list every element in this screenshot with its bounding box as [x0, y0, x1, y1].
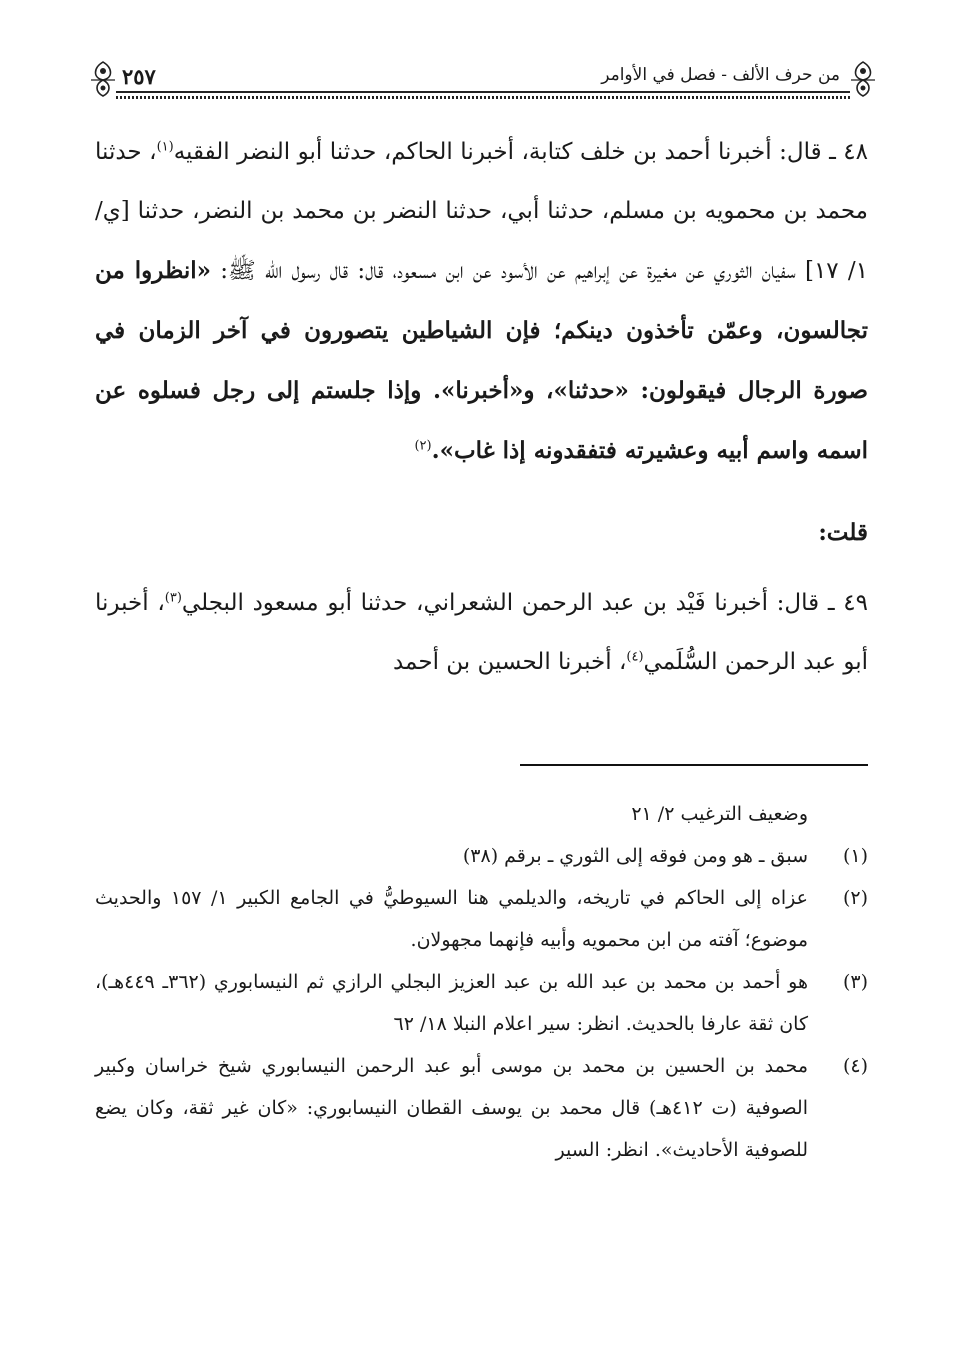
- hadith-text: «انظروا من تجالسون، وعمّن تأخذون دينكم؛ فإن الشياطين يتصورون في آخر الزمان في صورة الرجال فيقولون: «حدثنا»، و«أخبرنا». وإذا جلستم إلى رجل فسلوه عن اسمه واسم أبيه وعشيرته فتفقدونه إذا غاب».: [95, 257, 868, 464]
- footnote-text: عزاه إلى الحاكم في تاريخه، والديلمي هنا السيوطيُّ في الجامع الكبير ١/ ١٥٧ والحديث موضوع؛ آفته من ابن محمويه وأبيه فإنهما مجهولان.: [95, 887, 808, 951]
- paragraph-48-text-cont: ، حدثنا محمد بن محمويه بن مسلم، حدثنا أبي، حدثنا النضر بن محمد بن النضر، حدثنا [ي/ ١/ ١٧] سفيان الثوري عن مغيرة عن إبراهيم عن الأسود عن ابن مسعود، قال: قال رسول الله ﷺ:: [95, 139, 869, 284]
- footnote-1: [95, 835, 868, 877]
- paragraph-48-text: ٤٨ ـ قال: أخبرنا أحمد بن خلف كتابة، أخبرنا الحاكم، حدثنا أبو النضر الفقيه: [173, 139, 869, 165]
- footnote-ref-1[interactable]: (١): [156, 139, 174, 155]
- section-heading-qult: قلت:: [818, 519, 868, 546]
- running-title: من حرف الألف - فصل في الأوامر: [601, 65, 840, 85]
- footnote-number: (٣): [842, 971, 868, 993]
- footnote-ref-2[interactable]: (٢): [414, 438, 432, 454]
- running-header: [88, 58, 878, 102]
- paragraph-49: [95, 574, 868, 692]
- footnote-2: [95, 877, 868, 961]
- footnote-text: محمد بن الحسين بن محمد بن موسى أبو عبد الرحمن النيسابوري شيخ خراسان وكبير الصوفية (ت ٤١٢هـ) قال محمد بن يوسف القطان النيسابوري: «كان غير ثقة، وكان يضع للصوفية الأحاديث». انظر: السير: [95, 1055, 808, 1161]
- footnote-3: [95, 961, 868, 1045]
- page-number: ٢٥٧: [122, 64, 156, 89]
- footnote-separator: [520, 764, 868, 766]
- footnote-continuation: وضعيف الترغيب ٢/ ٢١: [631, 803, 808, 825]
- footnote-ref-3[interactable]: (٣): [164, 590, 182, 606]
- header-rule: [116, 91, 850, 100]
- footnote-number: (١): [842, 845, 868, 867]
- footnote-text: هو أحمد بن محمد بن عبد الله بن عبد العزيز البجلي الرازي ثم النيسابوري (٣٦٢ـ ٤٤٩هـ)، كان ثقة عارفا بالحديث. انظر: سير اعلام النبلا ١٨/ ٦٢: [95, 971, 808, 1035]
- footnote-4: [95, 1045, 868, 1171]
- footnote-number: (٢): [842, 887, 868, 909]
- main-text: [95, 123, 868, 692]
- paragraph-49-text-mid: ، أخبرنا أبو عبد الرحمن السُّلَمي: [95, 590, 868, 675]
- ornament-icon: [848, 60, 878, 98]
- paragraph-49-text: ٤٩ ـ قال: أخبرنا فَيْد بن عبد الرحمن الشعراني، حدثنا أبو مسعود البجلي: [181, 590, 868, 616]
- footnote-number: (٤): [842, 1055, 868, 1077]
- footnote-ref-4[interactable]: (٤): [626, 649, 644, 665]
- footnote-text: سبق ـ هو ومن فوقه إلى الثوري ـ برقم (٣٨): [462, 845, 808, 867]
- ornament-icon: [88, 60, 118, 98]
- paragraph-48: [95, 123, 868, 481]
- footnotes: [95, 793, 868, 1171]
- paragraph-49-text-end: ، أخبرنا الحسين بن أحمد: [392, 649, 627, 675]
